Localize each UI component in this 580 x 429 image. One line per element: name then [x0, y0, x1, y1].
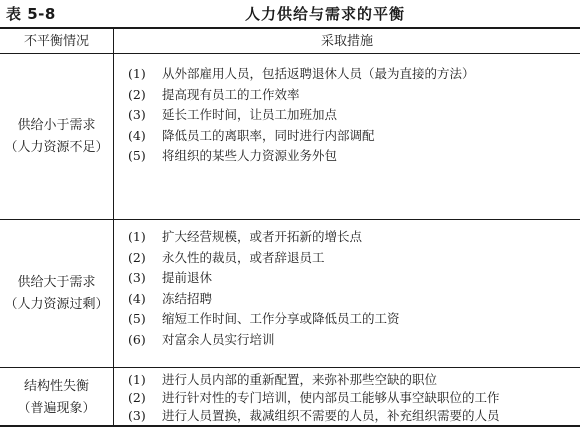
measure-item [128, 227, 576, 248]
measure-number: (1) [128, 372, 146, 387]
measure-text: 延长工作时间，让员工加班加点 [162, 107, 338, 122]
header-measures [114, 29, 580, 53]
table-row-structural [0, 368, 580, 427]
measure-item [128, 105, 576, 126]
measure-number: (4) [128, 127, 146, 143]
measure-text: 降低员工的离职率，同时进行内部调配 [162, 127, 375, 143]
measure-text: 对富余人员实行培训 [162, 331, 275, 347]
measure-number: (3) [128, 270, 146, 285]
situation-cell [0, 368, 113, 427]
measure-number: (3) [128, 408, 146, 423]
header-situation-label: 不平衡情况 [23, 33, 89, 49]
measure-number: (3) [128, 107, 146, 122]
situation-cell [0, 54, 113, 219]
measure-number: (2) [128, 86, 146, 102]
measure-item [128, 85, 576, 106]
measure-text: 永久性的裁员，或者辞退员工 [162, 249, 325, 265]
measure-item [128, 146, 576, 167]
measure-text: 提高现有员工的工作效率 [162, 86, 300, 102]
measures-list [128, 64, 576, 167]
measures-cell [114, 220, 580, 367]
measure-text: 提前退休 [162, 270, 213, 285]
measure-item [128, 268, 576, 289]
measure-text: 冻结招聘 [162, 290, 213, 306]
table-row-supply-more [0, 220, 580, 368]
measure-number: (2) [128, 390, 146, 405]
situation-label: 供给小于需求 [17, 117, 96, 133]
header-situation [0, 29, 113, 53]
situation-note: （人力资源不足） [4, 139, 109, 155]
measure-item [128, 371, 576, 389]
situation-cell [0, 220, 113, 367]
measure-text: 进行人员置换，裁减组织不需要的人员，补充组织需要的人员 [162, 408, 500, 423]
situation-note: （普遍现象） [17, 400, 96, 416]
measure-number: (1) [128, 229, 146, 244]
measure-item [128, 289, 576, 310]
measure-number: (5) [128, 148, 146, 163]
measure-number: (2) [128, 249, 146, 265]
measures-cell [114, 368, 580, 427]
measure-item [128, 389, 576, 407]
measure-text: 进行人员内部的重新配置，来弥补那些空缺的职位 [162, 372, 438, 387]
situation-note: （人力资源过剩） [4, 296, 109, 312]
measure-text: 缩短工作时间、工作分享或降低员工的工资 [162, 311, 400, 326]
table-row-supply-less [0, 54, 580, 220]
table-caption [0, 0, 580, 27]
measure-text: 从外部雇用人员，包括返聘退休人员（最为直接的方法） [162, 66, 475, 81]
measure-number: (5) [128, 311, 146, 326]
table-header-row [0, 29, 580, 54]
measure-item [128, 64, 576, 85]
measure-text: 扩大经营规模，或者开拓新的增长点 [162, 229, 363, 244]
measure-item [128, 126, 576, 147]
table-title: 人力供给与需求的平衡 [244, 5, 405, 23]
measures-list [128, 371, 576, 425]
measure-number: (4) [128, 290, 146, 306]
measure-item [128, 248, 576, 269]
balance-table [0, 27, 580, 427]
measures-list [128, 227, 576, 350]
measure-text: 进行针对性的专门培训，使内部员工能够从事空缺职位的工作 [162, 390, 500, 405]
table-number: 表 5-8 [6, 5, 56, 23]
measure-item [128, 309, 576, 330]
measure-number: (1) [128, 66, 146, 81]
measure-number: (6) [128, 331, 146, 347]
header-measures-label: 采取措施 [320, 33, 373, 49]
measure-text: 将组织的某些人力资源业务外包 [162, 148, 338, 163]
measure-item [128, 407, 576, 425]
measures-cell [114, 54, 580, 219]
measure-item [128, 330, 576, 351]
situation-label: 结构性失衡 [23, 378, 89, 394]
situation-label: 供给大于需求 [17, 274, 96, 290]
